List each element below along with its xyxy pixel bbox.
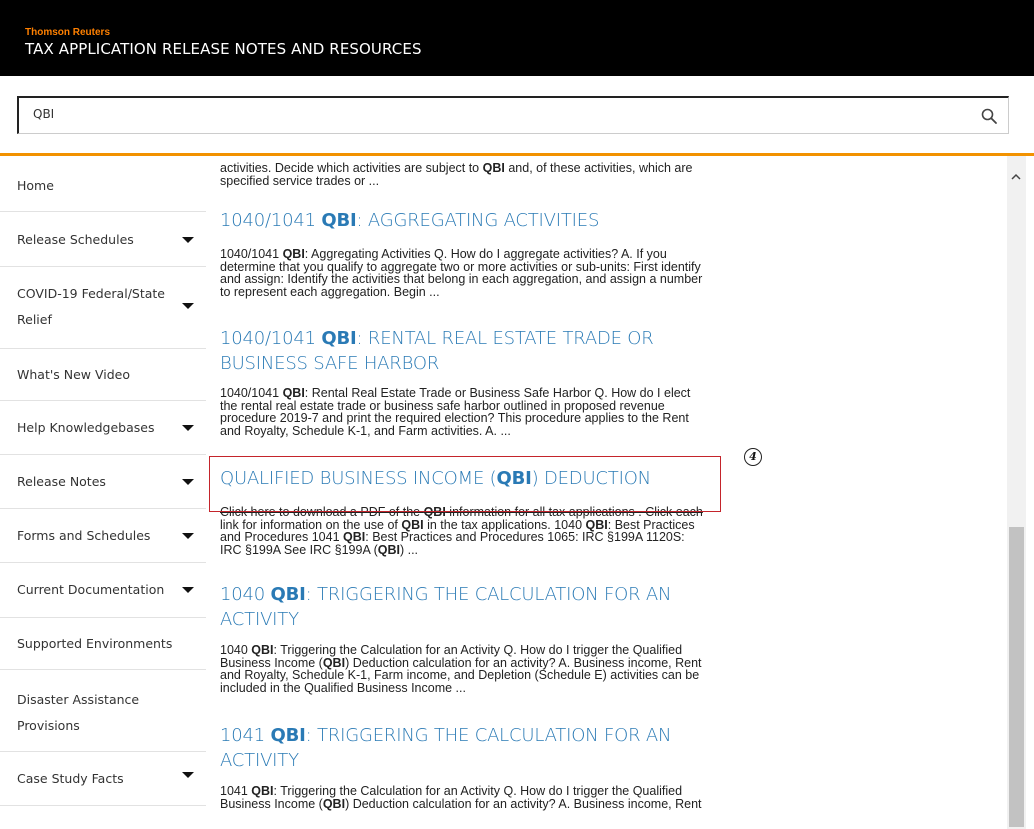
sidebar-item-label: What's New Video bbox=[17, 367, 131, 382]
result-snippet: 1040 QBI: Triggering the Calculation for an Activity Q. How do I trigger the Qualified Business Income (QBI) Deduction calculation for an activity? A. Business income, Rent and Royalty, Schedule K-1, Farm income, and Depletion (Schedule E) activities can be included in the Qualified Business Income ... bbox=[220, 643, 702, 695]
sidebar-item-label: COVID-19 Federal/State bbox=[17, 286, 165, 301]
sidebar-nav bbox=[0, 156, 208, 829]
sidebar-item-label: Supported Environments bbox=[17, 636, 173, 651]
result-snippet: activities. Decide which activities are subject to QBI and, of these activities, which are specified service trades or ... bbox=[220, 161, 693, 188]
sidebar-item-release-schedules[interactable] bbox=[0, 212, 206, 267]
sidebar-item-covid-relief[interactable] bbox=[0, 267, 206, 349]
chevron-down-icon[interactable] bbox=[182, 533, 194, 539]
sidebar-item-label: Home bbox=[17, 178, 54, 193]
sidebar-item-release-notes[interactable] bbox=[0, 455, 206, 509]
sidebar-item-help-knowledgebases[interactable] bbox=[0, 401, 206, 455]
chevron-down-icon[interactable] bbox=[182, 425, 194, 431]
chevron-down-icon[interactable] bbox=[182, 772, 194, 778]
result-snippet: 1041 QBI: Triggering the Calculation for an Activity Q. How do I trigger the Qualified Business Income (QBI) Deduction calculation for an activity? A. Business income, Rent bbox=[220, 784, 702, 811]
scrollbar-thumb[interactable] bbox=[1009, 527, 1024, 827]
sidebar-item-case-study-facts[interactable] bbox=[0, 752, 206, 806]
chevron-down-icon[interactable] bbox=[182, 237, 194, 243]
result-snippet: 1040/1041 QBI: Rental Real Estate Trade or Business Safe Harbor Q. How do I elect the rental real estate trade or business safe harbor outlined in proposed revenue procedure 2019-7 and print the required election? This procedure applies to the Rent and Royalty, Schedule K-1, and Farm activities. A. ... bbox=[220, 386, 691, 438]
sidebar-item-label: Forms and Schedules bbox=[17, 528, 151, 543]
sidebar-item-label: Provisions bbox=[17, 718, 80, 733]
chevron-down-icon[interactable] bbox=[182, 303, 194, 309]
vertical-scrollbar[interactable] bbox=[1007, 156, 1026, 829]
sidebar-item-home[interactable] bbox=[0, 156, 206, 212]
result-title-link[interactable]: 1040/1041 QBI: RENTAL REAL ESTATE TRADE OR BUSINESS SAFE HARBOR bbox=[220, 328, 654, 374]
top-header bbox=[0, 0, 1034, 76]
sidebar-item-current-documentation[interactable] bbox=[0, 563, 206, 618]
result-title-link[interactable]: 1041 QBI: TRIGGERING THE CALCULATION FOR AN ACTIVITY bbox=[220, 725, 672, 771]
search-icon[interactable] bbox=[980, 107, 998, 125]
result-title-link[interactable]: 1040 QBI: TRIGGERING THE CALCULATION FOR AN ACTIVITY bbox=[220, 584, 672, 630]
sidebar-item-disaster-assistance[interactable] bbox=[0, 670, 206, 752]
sidebar-item-label: Relief bbox=[17, 312, 52, 327]
chevron-up-icon[interactable] bbox=[1011, 172, 1021, 182]
sidebar-item-label: Case Study Facts bbox=[17, 771, 124, 786]
search-input[interactable] bbox=[33, 107, 933, 121]
result-title-link[interactable]: 1040/1041 QBI: AGGREGATING ACTIVITIES bbox=[220, 210, 600, 231]
sidebar-item-supported-environments[interactable] bbox=[0, 618, 206, 670]
annotation-highlight-box bbox=[209, 456, 721, 512]
result-snippet: Click here to download a PDF of the QBI information for all tax applications . Click each link for information on the use of QBI in the tax applications. 1040 QBI: Best Practices and Procedures 1041 QBI: Best Practices and Procedures 1065: IRC §199A 1120S: IRC §199A See IRC §199A (QBI) ... bbox=[220, 505, 703, 557]
sidebar-item-whats-new-video[interactable] bbox=[0, 349, 206, 401]
chevron-down-icon[interactable] bbox=[182, 479, 194, 485]
sidebar-item-label: Help Knowledgebases bbox=[17, 420, 155, 435]
sidebar-item-label: Disaster Assistance bbox=[17, 692, 140, 707]
sidebar-item-forms-and-schedules[interactable] bbox=[0, 509, 206, 563]
result-snippet: 1040/1041 QBI: Aggregating Activities Q. How do I aggregate activities? A. If you determine that you qualify to aggregate two or more activities or sub-units: First identify and assign: Identify the activities that belong in each aggregation, and assign a number to represent each aggregation. Begin ... bbox=[220, 247, 703, 299]
search-bar bbox=[17, 96, 1009, 134]
sidebar-item-label: Release Notes bbox=[17, 474, 106, 489]
chevron-down-icon[interactable] bbox=[182, 587, 194, 593]
result-title-link[interactable]: QUALIFIED BUSINESS INCOME (QBI) DEDUCTION bbox=[220, 468, 651, 489]
app-title: TAX APPLICATION RELEASE NOTES AND RESOURCES bbox=[25, 40, 422, 58]
sidebar-item-label: Release Schedules bbox=[17, 232, 134, 247]
brand-logo-text: Thomson Reuters bbox=[25, 27, 111, 38]
annotation-number-badge: 4 bbox=[744, 448, 762, 466]
sidebar-item-label: Current Documentation bbox=[17, 582, 165, 597]
